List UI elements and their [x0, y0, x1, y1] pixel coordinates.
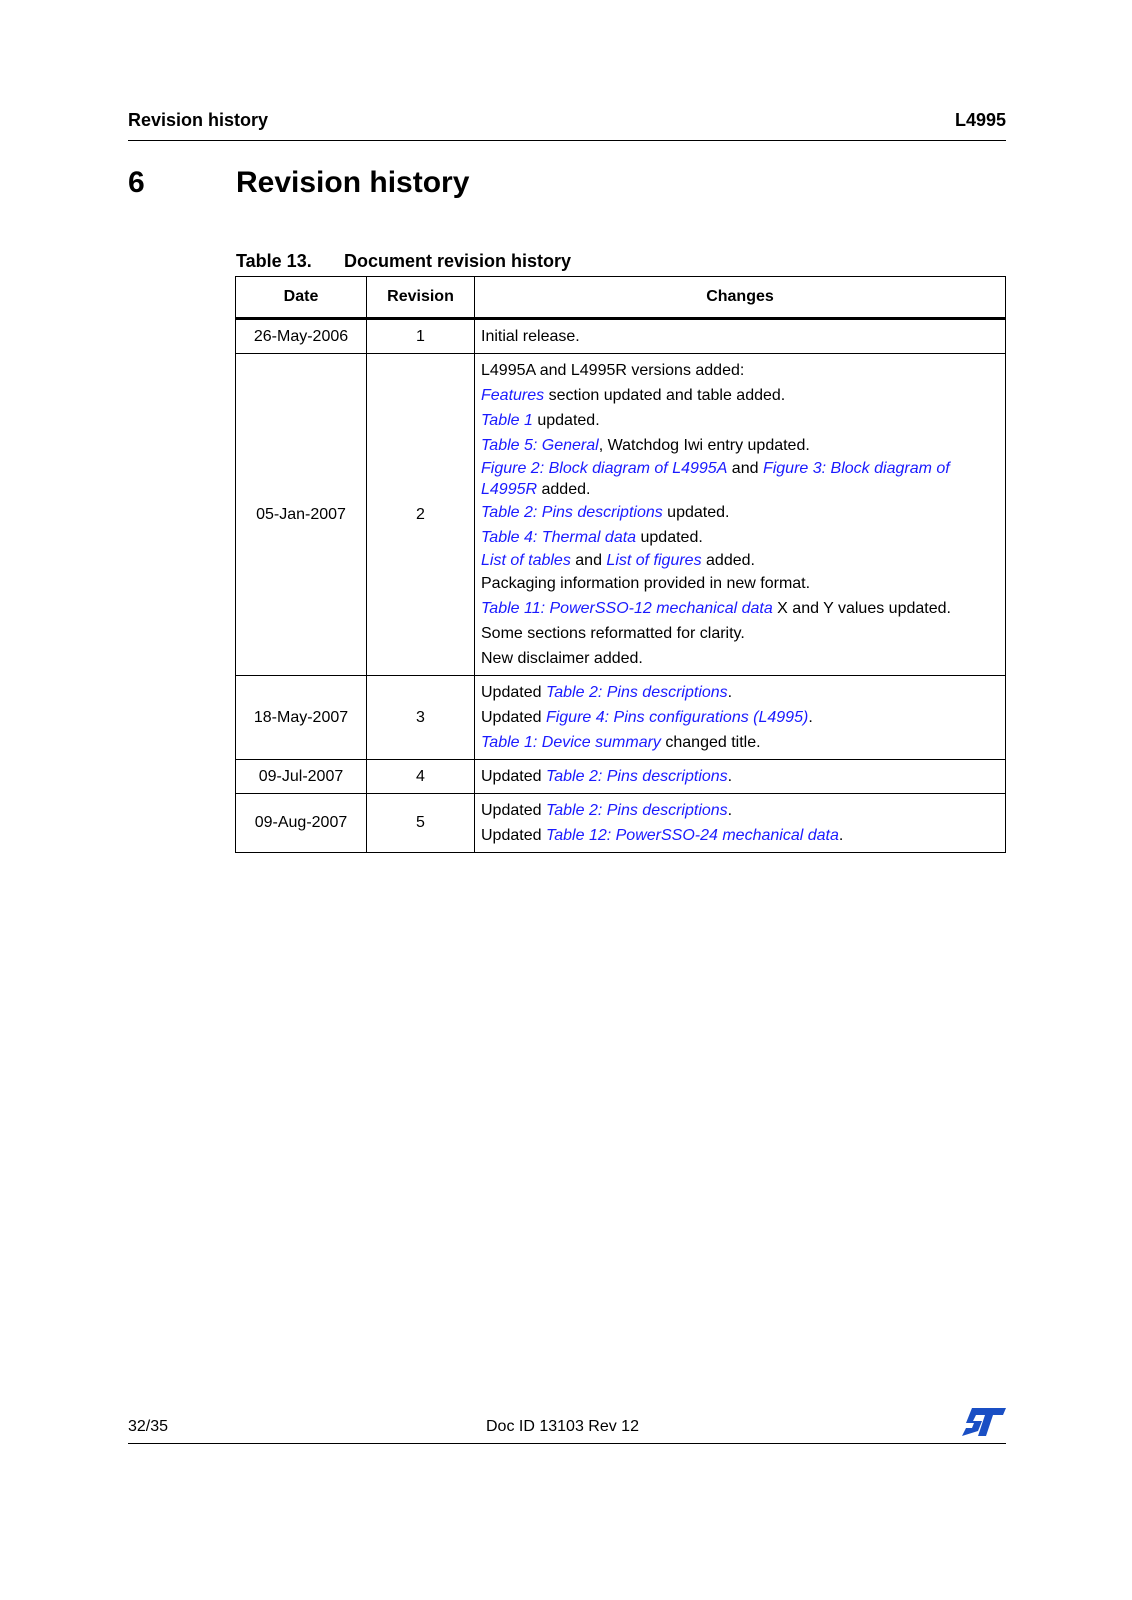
change-text: and — [727, 460, 763, 477]
cell-revision: 2 — [367, 354, 475, 676]
change-text: updated. — [662, 504, 730, 521]
change-text: Updated — [481, 684, 546, 701]
table-row — [236, 676, 1006, 760]
cross-reference-link[interactable]: Figure 2: Block diagram of L4995A — [481, 460, 728, 477]
change-text: Updated — [481, 802, 546, 819]
change-line — [481, 458, 999, 500]
change-line — [481, 621, 999, 646]
cell-date: 05-Jan-2007 — [236, 354, 367, 676]
revision-table-body — [236, 319, 1006, 853]
change-text: , Watchdog Iwi entry updated. — [598, 437, 810, 454]
change-text: changed title. — [660, 734, 761, 751]
cell-changes — [475, 794, 1006, 853]
cross-reference-link[interactable]: Table 1 — [481, 412, 533, 429]
change-line — [481, 358, 999, 383]
change-line — [481, 764, 999, 789]
change-line — [481, 383, 999, 408]
cross-reference-link[interactable]: Table 12: PowerSSO-24 mechanical data — [545, 827, 839, 844]
change-text: . — [727, 768, 733, 785]
change-text: section updated and table added. — [544, 387, 786, 404]
table-caption-number: Table 13. — [236, 251, 312, 271]
change-text: New disclaimer added. — [481, 650, 643, 667]
change-text: L4995A and L4995R versions added: — [481, 362, 745, 379]
cross-reference-link[interactable]: Table 4: Thermal data — [481, 529, 637, 546]
change-line — [481, 798, 999, 823]
running-header-part: L4995 — [954, 110, 1006, 130]
cell-date: 26-May-2006 — [236, 319, 367, 354]
section-title: Revision history — [236, 166, 470, 199]
change-line — [481, 680, 999, 705]
change-line — [481, 730, 999, 755]
cross-reference-link[interactable]: Table 5: General — [481, 437, 599, 454]
header-rule — [128, 140, 1006, 141]
change-line — [481, 705, 999, 730]
change-line — [481, 571, 999, 596]
table-caption-title: Document revision history — [344, 251, 572, 271]
cell-revision: 5 — [367, 794, 475, 853]
cell-changes — [475, 354, 1006, 676]
cell-date: 09-Aug-2007 — [236, 794, 367, 853]
cell-date: 09-Jul-2007 — [236, 760, 367, 794]
column-header-changes: Changes — [475, 277, 1006, 319]
change-line — [481, 550, 999, 571]
change-line — [481, 500, 999, 525]
footer-rule — [128, 1443, 1006, 1444]
change-text: Updated — [481, 827, 546, 844]
change-text: X and Y values updated. — [772, 600, 951, 617]
doc-id: Doc ID 13103 Rev 12 — [486, 1418, 639, 1435]
change-text: Initial release. — [481, 328, 580, 345]
change-line — [481, 408, 999, 433]
revision-table — [235, 276, 1006, 853]
change-line — [481, 823, 999, 848]
section-number: 6 — [128, 166, 145, 199]
table-row — [236, 760, 1006, 794]
change-text: and — [570, 552, 607, 569]
change-text: Packaging information provided in new format. — [481, 575, 811, 592]
cross-reference-link[interactable]: Table 2: Pins descriptions — [481, 504, 663, 521]
page-number: 32/35 — [128, 1418, 169, 1435]
cross-reference-link[interactable]: Table 1: Device summary — [481, 734, 661, 751]
change-text: . — [727, 802, 733, 819]
cross-reference-link[interactable]: List of figures — [606, 552, 702, 569]
cross-reference-link[interactable]: List of tables — [481, 552, 571, 569]
change-text: Updated — [481, 768, 546, 785]
table-header-row — [236, 277, 1006, 319]
st-logo-icon — [962, 1407, 1006, 1442]
change-line — [481, 525, 999, 550]
cross-reference-link[interactable]: Figure 3: Block diagram of L4995R — [481, 460, 950, 498]
change-line — [481, 433, 999, 458]
cell-changes — [475, 319, 1006, 354]
cell-revision: 4 — [367, 760, 475, 794]
cross-reference-link[interactable]: Table 2: Pins descriptions — [545, 768, 728, 785]
cross-reference-link[interactable]: Table 11: PowerSSO-12 mechanical data — [481, 600, 773, 617]
table-row — [236, 794, 1006, 853]
cell-revision: 1 — [367, 319, 475, 354]
running-header-section: Revision history — [128, 110, 269, 130]
table-row — [236, 354, 1006, 676]
column-header-date: Date — [236, 277, 367, 319]
column-header-revision: Revision — [367, 277, 475, 319]
change-text: updated. — [532, 412, 600, 429]
change-text: . — [808, 709, 813, 726]
change-text: . — [838, 827, 844, 844]
cross-reference-link[interactable]: Figure 4: Pins configurations (L4995) — [545, 709, 809, 726]
cross-reference-link[interactable]: Features — [481, 387, 545, 404]
change-line — [481, 596, 999, 621]
cell-changes — [475, 676, 1006, 760]
change-text: added. — [537, 481, 591, 498]
cell-date: 18-May-2007 — [236, 676, 367, 760]
change-line — [481, 646, 999, 671]
cell-revision: 3 — [367, 676, 475, 760]
change-line — [481, 324, 999, 349]
cross-reference-link[interactable]: Table 2: Pins descriptions — [545, 684, 728, 701]
change-text: Updated — [481, 709, 546, 726]
change-text: updated. — [636, 529, 703, 546]
change-text: . — [727, 684, 733, 701]
cell-changes — [475, 760, 1006, 794]
table-row — [236, 319, 1006, 354]
cross-reference-link[interactable]: Table 2: Pins descriptions — [545, 802, 728, 819]
change-text: added. — [701, 552, 755, 569]
change-text: Some sections reformatted for clarity. — [481, 625, 745, 642]
